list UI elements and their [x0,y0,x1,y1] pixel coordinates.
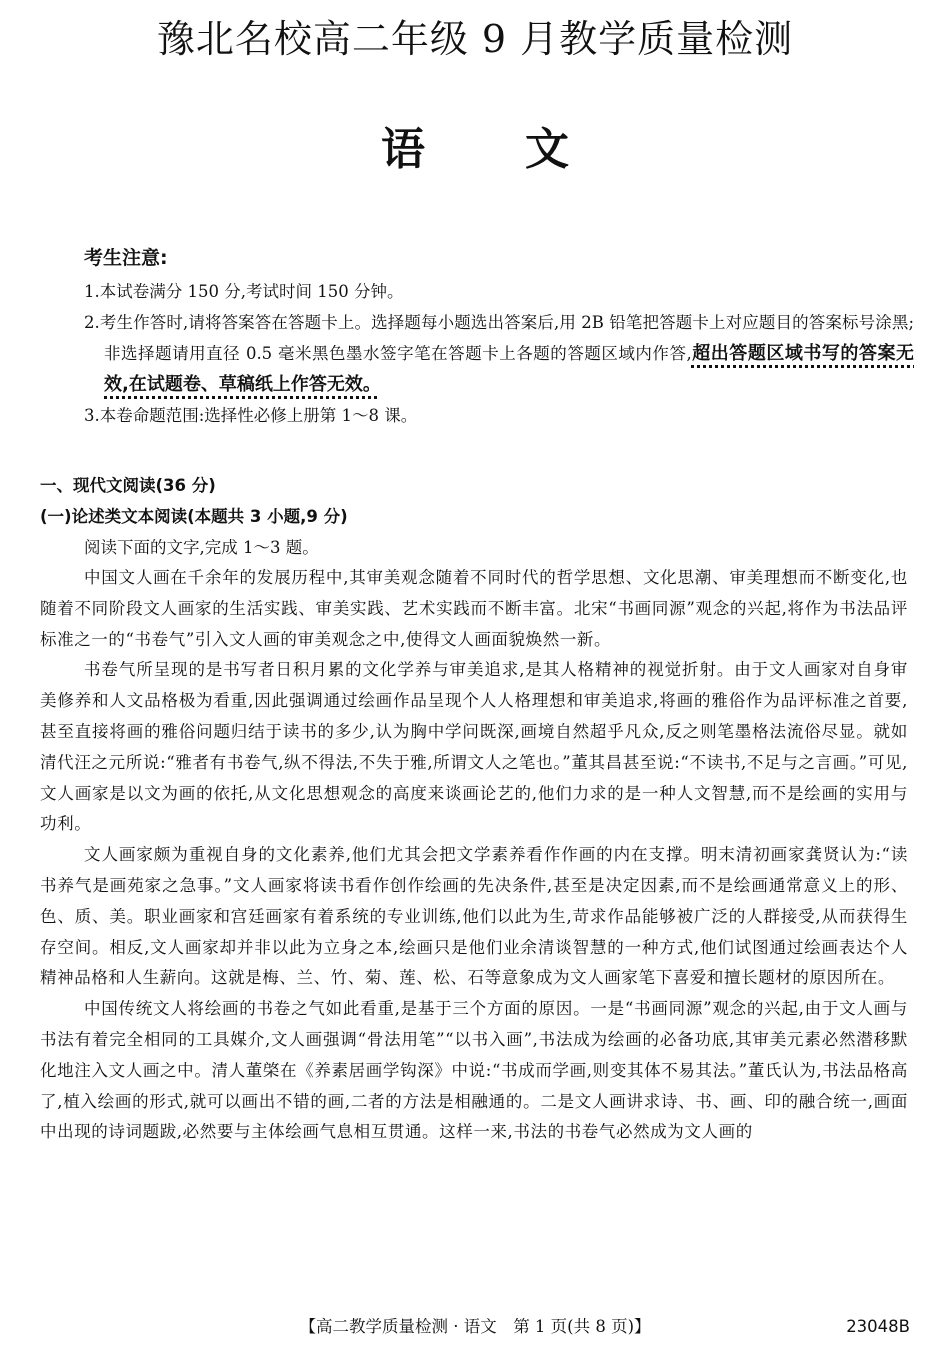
notice-title: 考生注意: [84,247,168,269]
reading-instruction: 阅读下面的文字,完成 1～3 题。 [84,538,319,557]
exam-title: 豫北名校高二年级 9 月教学质量检测 [156,17,794,61]
passage-paragraph-3: 文人画家颇为重视自身的文化素养,他们尤其会把文学素养看作作画的内在支撑。明末清初画家龚贤认为:“读书养气是画苑家之急事。”文人画家将读书看作创作绘画的先决条件,甚至是决定因素,而不是绘画通常意义上的形、色、质、美。职业画家和宫廷画家有着系统的专业训练,他们以此为生,苛求作品能够被广泛的人群接受,从而获得生存空间。相反,文人画家却并非以此为立身之本,绘画只是他们业余清谈智慧的一种方式,他们试图通过绘画表达个人精神品格和人生薪向。这就是梅、兰、竹、菊、莲、松、石等意象成为文人画家笔下喜爱和擅长题材的原因所在。 [40,845,908,988]
section-heading-2: (一)论述类文本阅读(本题共 3 小题,9 分) [40,507,348,526]
subject-char-2: 文 [525,124,569,175]
notice-item-1: 1.本试卷满分 150 分,考试时间 150 分钟。 [84,282,404,301]
subject-char-1: 语 [381,124,425,175]
passage-paragraph-1: 中国文人画在千余年的发展历程中,其审美观念随着不同时代的哲学思想、文化思潮、审美理想而不断变化,也随着不同阶段文人画家的生活实践、审美实践、艺术实践而不断丰富。北宋“书画同源”观念的兴起,将作为书法品评标准之一的“书卷气”引入文人画的审美观念之中,使得文人画面貌焕然一新。 [40,568,908,649]
passage-paragraph-2: 书卷气所呈现的是书写者日积月累的文化学养与审美追求,是其人格精神的视觉折射。由于文人画家对自身审美修养和人文品格极为看重,因此强调通过绘画作品呈现个人人格理想和审美追求,将画的雅俗作为品评标准之首要,甚至直接将画的雅俗问题归结于读书的多少,认为胸中学问既深,画境自然超乎凡众,反之则笔墨格法流俗尽显。就如清代汪之元所说:“雅者有书卷气,纵不得法,不失于雅,所谓文人之笔也。”董其昌甚至说:“不读书,不足与之言画。”可见,文人画家是以文为画的依托,从文化思想观念的高度来谈画论艺的,他们力求的是一种人文智慧,而不是绘画的实用与功利。 [40,660,908,834]
page-footer [0,1312,950,1342]
passage-paragraph-4: 中国传统文人将绘画的书卷之气如此看重,是基于三个方面的原因。一是“书画同源”观念的兴起,由于文人画与书法有着完全相同的工具媒介,文人画强调“骨法用笔”“以书入画”,书法成为绘画的必备功底,其审美元素必然潜移默化地注入文人画之中。清人董棨在《养素居画学钩深》中说:“书成而学画,则变其体不易其法。”董氏认为,书法品格高了,植入绘画的形式,就可以画出不错的画,二者的方法是相融通的。二是文人画讲求诗、书、画、印的融合统一,画面中出现的诗词题跋,必然要与主体绘画气息相互贯通。这样一来,书法的书卷气必然成为文人画的 [40,999,908,1142]
subject-title [0,120,950,180]
footer-paper-code: 23048B [846,1317,910,1336]
candidate-notice [84,240,914,431]
reading-section [40,470,908,1148]
notice-item-2-text: 2.考生作答时,请将答案答在答题卡上。选择题每小题选出答案后,用 2B 铅笔把答题卡上对应题目的答案标号涂黑;非选择题请用直径 0.5 毫米黑色墨水签字笔在答题卡上各题的答题区域内作答, [84,313,914,363]
notice-item-2 [84,307,914,400]
footer-page-label: 【高二教学质量检测 · 语文 第 1 页(共 8 页)】 [299,1317,651,1336]
notice-item-3: 3.本卷命题范围:选择性必修上册第 1～8 课。 [84,406,418,425]
notice-item-2-emphasis: 超出答题区域书写的答案无效,在试题卷、草稿纸上作答无效。 [104,343,914,395]
section-heading-1: 一、现代文阅读(36 分) [40,476,216,495]
